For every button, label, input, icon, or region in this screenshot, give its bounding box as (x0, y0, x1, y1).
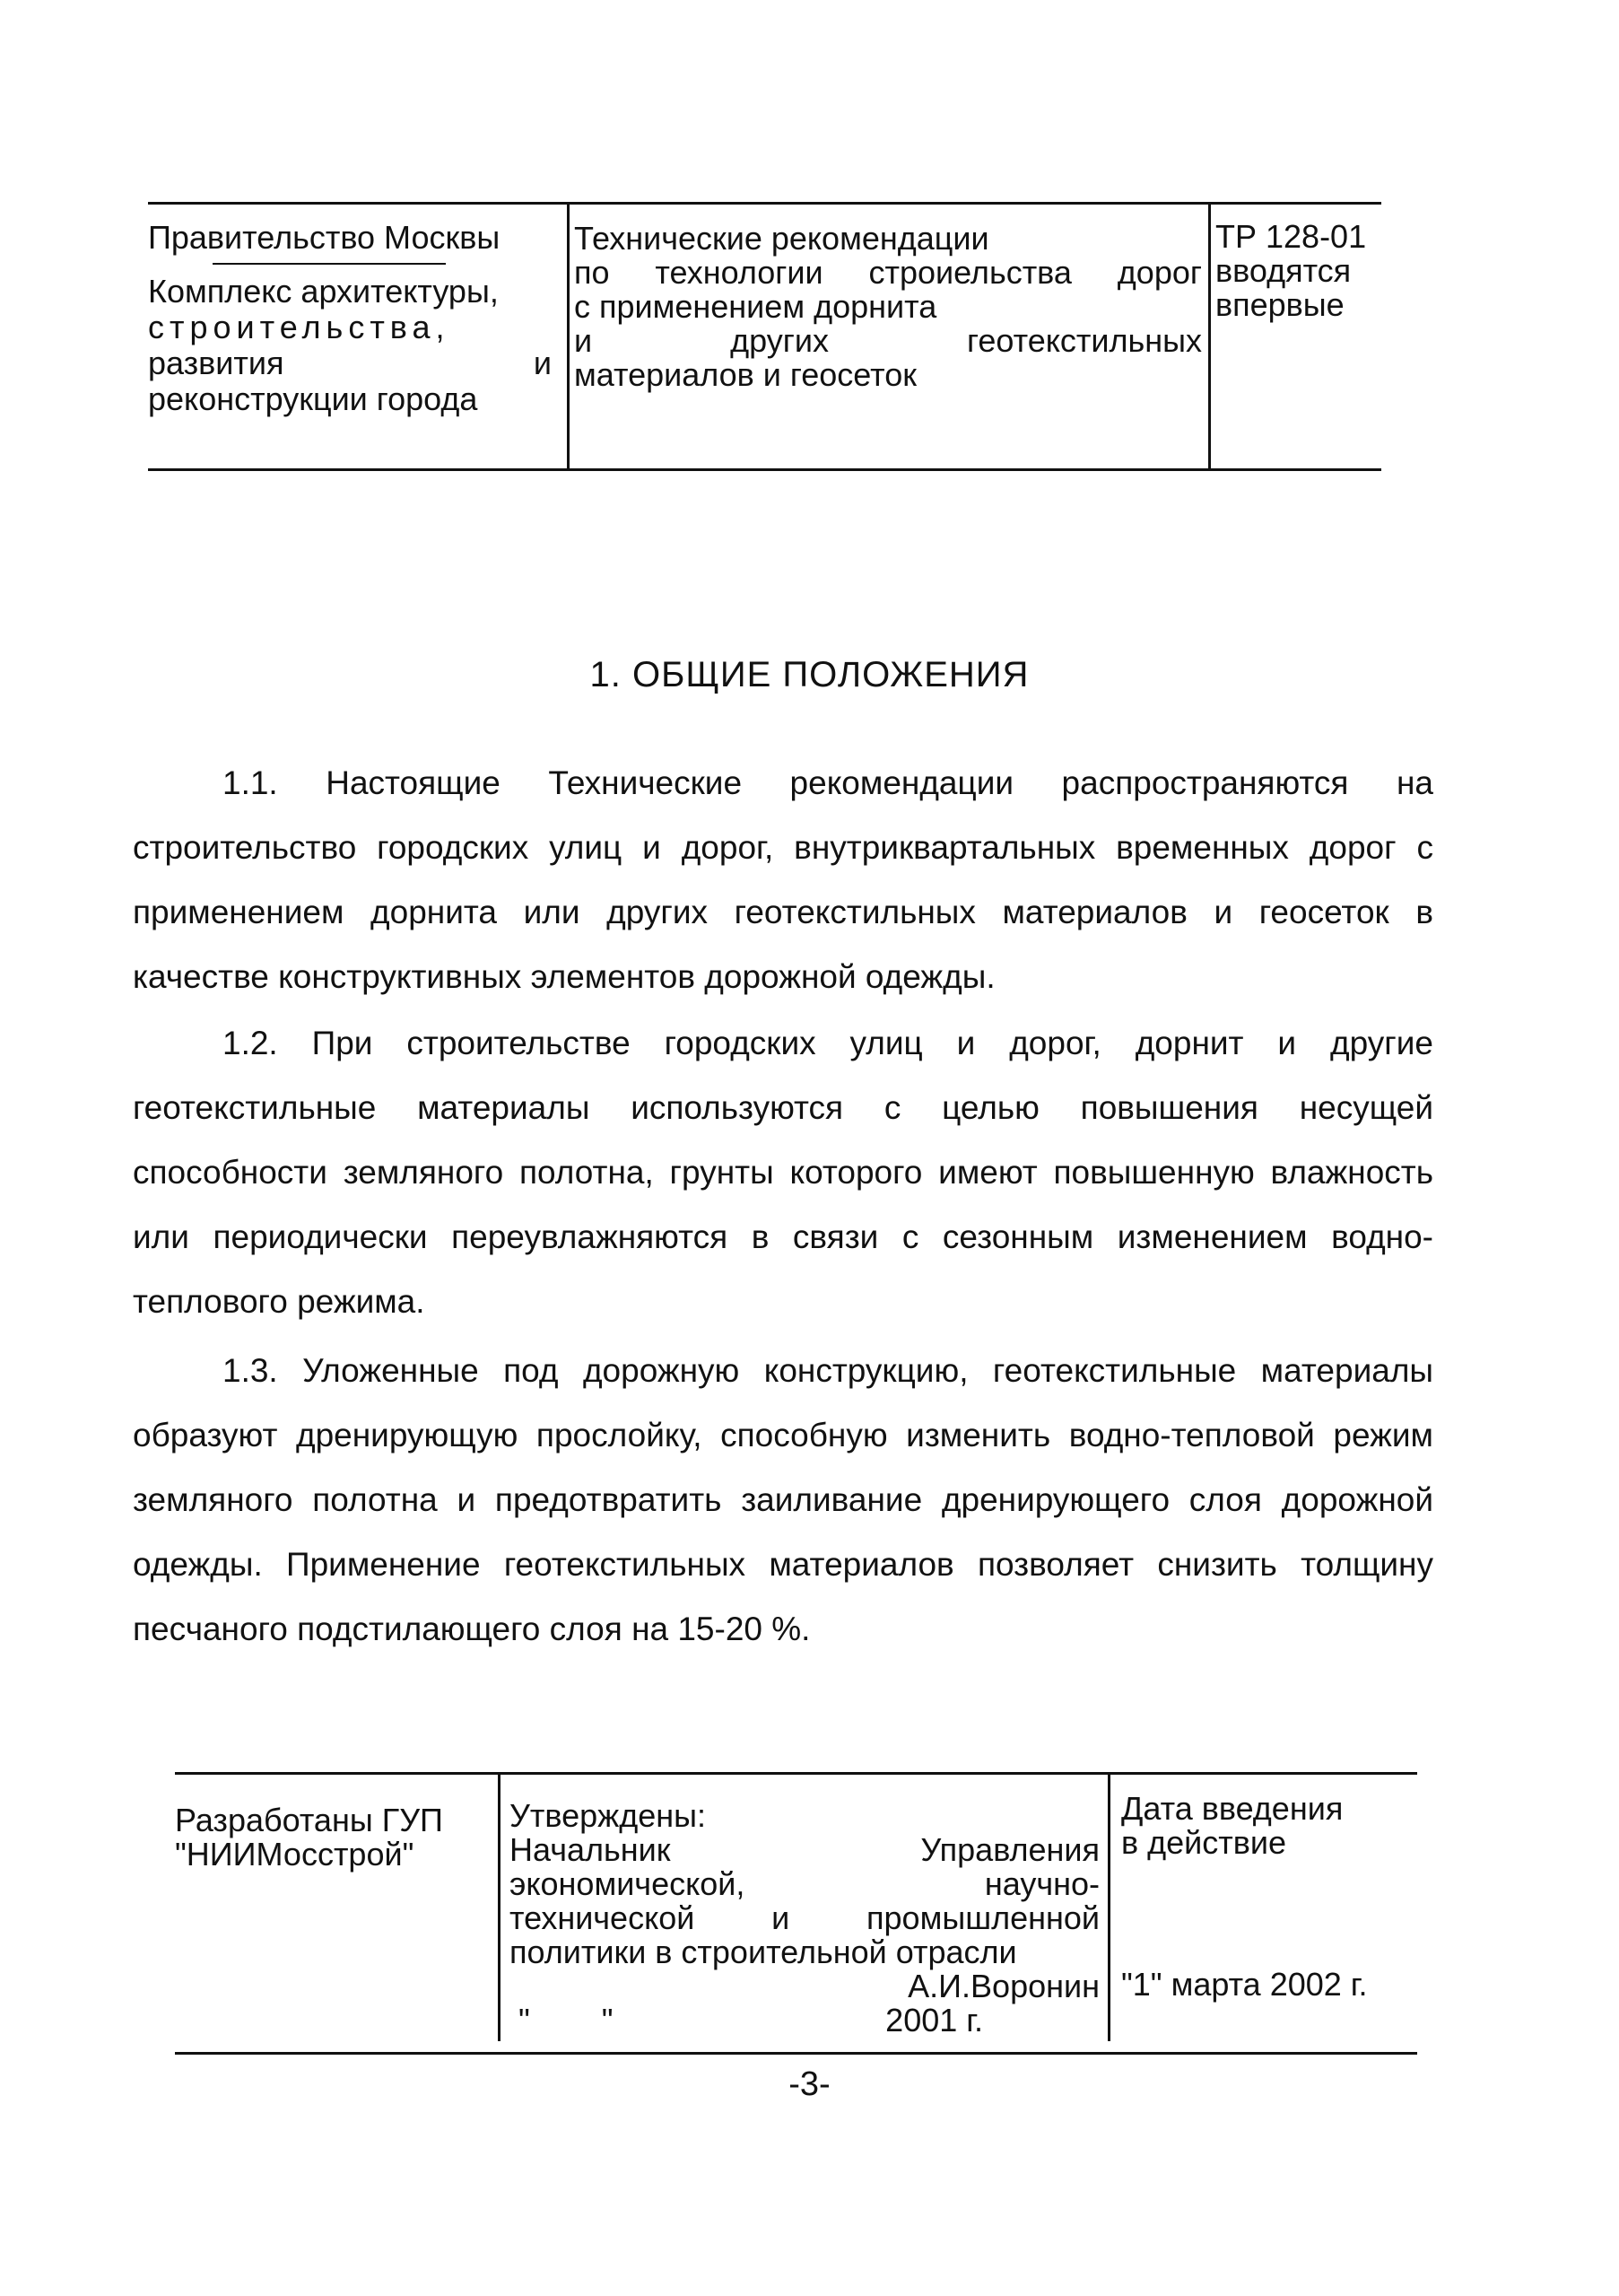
paragraph-1-1: 1.1. Настоящие Технические рекомендации распространяются на строительство городских улиц и дорог, внутриквартальных временных дорог с применением дорнита или других геотекстильных материалов и геосеток в качестве конструктивных элементов дорожной одежды. (133, 764, 1433, 995)
paragraph-1-2: 1.2. При строительстве городских улиц и дорог, дорнит и другие геотекстильные материалы используются с целью повышения несущей способности земляного полотна, грунты которого имеют повышенную влажность или периодически переувлажняются в связи с сезонным изменением водно-теплового режима. (133, 1025, 1433, 1320)
page-number: -3- (788, 2065, 831, 2103)
footer-top-rule (175, 1772, 1417, 1775)
footer-effective-date (1121, 1792, 1417, 2002)
org-line-5: реконструкции города (148, 380, 478, 417)
developer-line-1: Разработаны ГУП (175, 1802, 443, 1838)
footer-divider-1 (498, 1772, 500, 2041)
header-top-rule (148, 202, 1381, 205)
header-divider-2 (1208, 202, 1211, 469)
header-bottom-rule (148, 468, 1381, 471)
paragraph-1-3: 1.3. Уложенные под дорожную конструкцию, геотекстильные материалы образуют дренирующую прослойку, способную изменить водно-тепловой режим земляного полотна и предотвратить заиливание дренирующего слоя дорожной одежды. Применение геотекстильных материалов позволяет снизить толщину песчаного подстилающего слоя на 15-20 %. (133, 1352, 1433, 1647)
footer-divider-2 (1108, 1772, 1110, 2041)
approved-date-line (509, 2004, 1100, 2038)
code-line-1: ТР 128-01 (1215, 218, 1367, 255)
code-line-2: вводятся (1215, 252, 1352, 289)
approved-line-3: экономической, научно- (509, 1865, 1100, 1902)
section-title: 1. ОБЩИЕ ПОЛОЖЕНИЯ (589, 655, 1030, 694)
effective-date: "1" марта 2002 г. (1121, 1966, 1368, 2003)
footer-bottom-rule (175, 2052, 1417, 2055)
developer-line-2: "НИИМосстрой" (175, 1836, 414, 1873)
approved-line-5: политики в строительной отрасли (509, 1934, 1017, 1970)
footer-table (175, 1772, 1417, 2059)
footer-approval (509, 1799, 1100, 2038)
title-line-4: и других геотекстильных (574, 322, 1202, 359)
title-line-5: материалов и геосеток (574, 356, 917, 393)
header-table (148, 202, 1381, 476)
effective-label-1: Дата введения (1121, 1790, 1344, 1827)
approved-line-2: Начальник Управления (509, 1831, 1100, 1868)
org-line-2: Комплекс архитектуры, (148, 273, 499, 310)
approved-line-1: Утверждены: (509, 1797, 706, 1834)
org-line-3: строительства, (148, 309, 450, 345)
footer-developer (175, 1803, 489, 1872)
title-line-2: по технологии строиельства дорог (574, 254, 1202, 291)
org-separator (213, 263, 446, 265)
effective-label-2: в действие (1121, 1824, 1287, 1861)
approved-quote-close: " (601, 2002, 614, 2038)
title-line-1: Технические рекомендации (574, 220, 989, 257)
org-line-4: развития и (148, 345, 552, 381)
approved-line-4: технической и промышленной (509, 1899, 1100, 1936)
org-line-1: Правительство Москвы (148, 219, 500, 256)
approved-year: 2001 г. (885, 2002, 983, 2038)
approved-signer: А.И.Воронин (908, 1968, 1100, 2004)
header-organization (148, 220, 552, 417)
approved-quote-open: " (518, 2002, 530, 2038)
code-line-3: впервые (1215, 286, 1345, 323)
title-line-3: с применением дорнита (574, 288, 937, 325)
header-divider-1 (567, 202, 570, 469)
header-document-title (574, 222, 1202, 392)
header-document-code (1215, 220, 1377, 322)
